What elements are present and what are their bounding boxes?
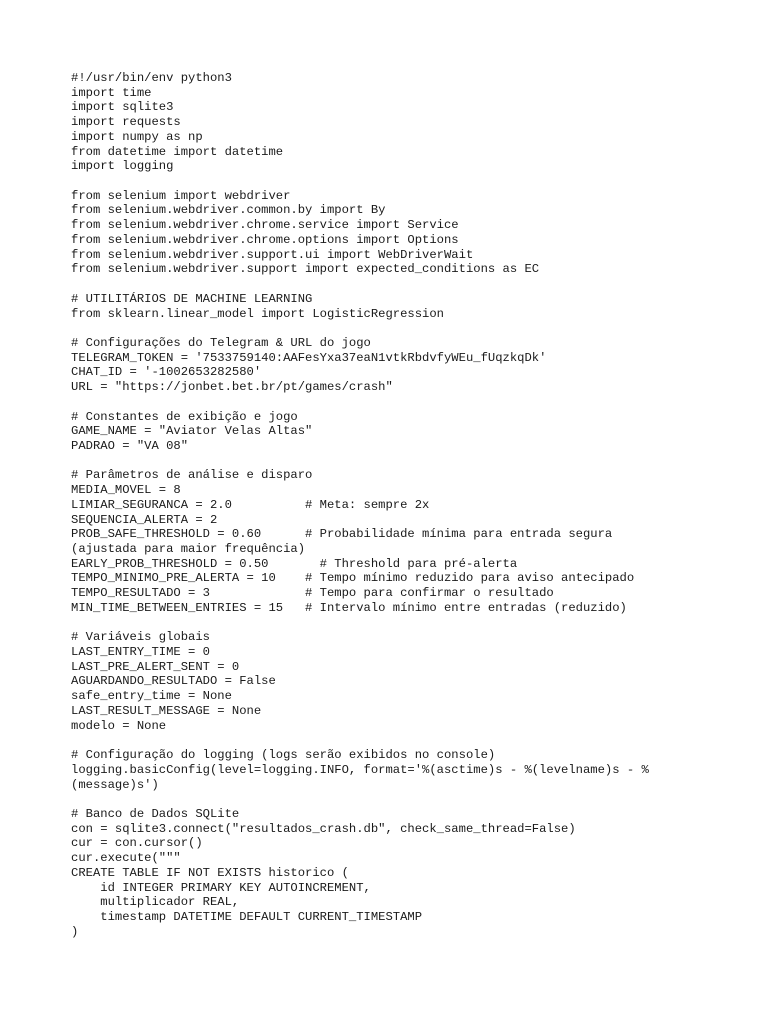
code-line: ) bbox=[71, 924, 79, 939]
code-line: con = sqlite3.connect("resultados_crash.db", check_same_thread=False) bbox=[71, 821, 576, 836]
code-line bbox=[71, 616, 751, 631]
code-line: from selenium.webdriver.common.by import By bbox=[71, 203, 386, 218]
code-line: from datetime import datetime bbox=[71, 144, 284, 159]
code-line: #!/usr/bin/env python3 bbox=[71, 71, 232, 85]
code-line: (ajustada para maior frequência) bbox=[71, 542, 306, 556]
code-line: import sqlite3 bbox=[71, 100, 174, 115]
code-line bbox=[71, 792, 751, 807]
code-line: (message)s') bbox=[71, 777, 159, 792]
code-line: # Constantes de exibição e jogo bbox=[71, 409, 298, 424]
code-line: safe_entry_time = None bbox=[71, 689, 232, 704]
code-line: LAST_ENTRY_TIME = 0 bbox=[71, 645, 210, 660]
code-line: TEMPO_MINIMO_PRE_ALERTA = 10 # Tempo mínimo reduzido para aviso antecipado bbox=[71, 571, 635, 586]
code-line bbox=[71, 733, 751, 748]
code-line: # Parâmetros de análise e disparo bbox=[71, 468, 313, 483]
code-line: LIMIAR_SEGURANCA = 2.0 # Meta: sempre 2x bbox=[71, 497, 430, 512]
code-line: MEDIA_MOVEL = 8 bbox=[71, 483, 181, 498]
code-line: URL = "https://jonbet.bet.br/pt/games/crash" bbox=[71, 380, 393, 395]
code-line: MIN_TIME_BETWEEN_ENTRIES = 15 # Intervalo mínimo entre entradas (reduzido) bbox=[71, 600, 627, 615]
code-line: # Configurações do Telegram & URL do jogo bbox=[71, 335, 371, 350]
code-line: from selenium import webdriver bbox=[71, 188, 291, 203]
code-line: CREATE TABLE IF NOT EXISTS historico ( bbox=[71, 865, 349, 880]
code-line bbox=[71, 174, 751, 189]
code-line: from selenium.webdriver.support import expected_conditions as EC bbox=[71, 262, 540, 277]
code-line: modelo = None bbox=[71, 718, 167, 733]
code-line: PROB_SAFE_THRESHOLD = 0.60 # Probabilidade mínima para entrada segura bbox=[71, 527, 613, 542]
code-line: from selenium.webdriver.chrome.service import Service bbox=[71, 218, 459, 233]
code-line: EARLY_PROB_THRESHOLD = 0.50 # Threshold para pré-alerta bbox=[71, 556, 518, 571]
code-line: from sklearn.linear_model import LogisticRegression bbox=[71, 306, 444, 321]
code-line: TELEGRAM_TOKEN = '7533759140:AAFesYxa37eaN1vtkRbdvfyWEu_fUqzkqDk' bbox=[71, 350, 547, 365]
code-line: logging.basicConfig(level=logging.INFO, format='%(asctime)s - %(levelname)s - % bbox=[71, 762, 649, 777]
code-line: GAME_NAME = "Aviator Velas Altas" bbox=[71, 424, 313, 439]
code-line: LAST_PRE_ALERT_SENT = 0 bbox=[71, 659, 240, 674]
code-line: import requests bbox=[71, 115, 181, 130]
code-line: timestamp DATETIME DEFAULT CURRENT_TIMESTAMP bbox=[71, 909, 423, 924]
code-line: # UTILITÁRIOS DE MACHINE LEARNING bbox=[71, 291, 313, 306]
code-line: import logging bbox=[71, 159, 174, 174]
code-line: from selenium.webdriver.chrome.options import Options bbox=[71, 232, 459, 247]
code-line: cur.execute(""" bbox=[71, 851, 181, 866]
code-line: TEMPO_RESULTADO = 3 # Tempo para confirmar o resultado bbox=[71, 586, 554, 601]
code-line: cur = con.cursor() bbox=[71, 836, 203, 851]
code-line bbox=[71, 321, 751, 336]
code-line: import numpy as np bbox=[71, 129, 203, 144]
code-line: import time bbox=[71, 85, 152, 100]
code-document bbox=[71, 71, 751, 939]
code-line: # Configuração do logging (logs serão exibidos no console) bbox=[71, 748, 496, 763]
code-line: from selenium.webdriver.support.ui import WebDriverWait bbox=[71, 247, 474, 262]
code-line: # Variáveis globais bbox=[71, 630, 210, 645]
code-line: AGUARDANDO_RESULTADO = False bbox=[71, 674, 276, 689]
code-line: id INTEGER PRIMARY KEY AUTOINCREMENT, bbox=[71, 880, 371, 895]
code-line bbox=[71, 454, 751, 469]
code-line bbox=[71, 395, 751, 410]
code-line: multiplicador REAL, bbox=[71, 895, 240, 910]
code-line: SEQUENCIA_ALERTA = 2 bbox=[71, 512, 218, 527]
code-line: # Banco de Dados SQLite bbox=[71, 806, 240, 821]
code-line bbox=[71, 277, 751, 292]
code-line: LAST_RESULT_MESSAGE = None bbox=[71, 703, 262, 718]
code-line: PADRAO = "VA 08" bbox=[71, 438, 189, 453]
code-line: CHAT_ID = '-1002653282580' bbox=[71, 365, 262, 380]
